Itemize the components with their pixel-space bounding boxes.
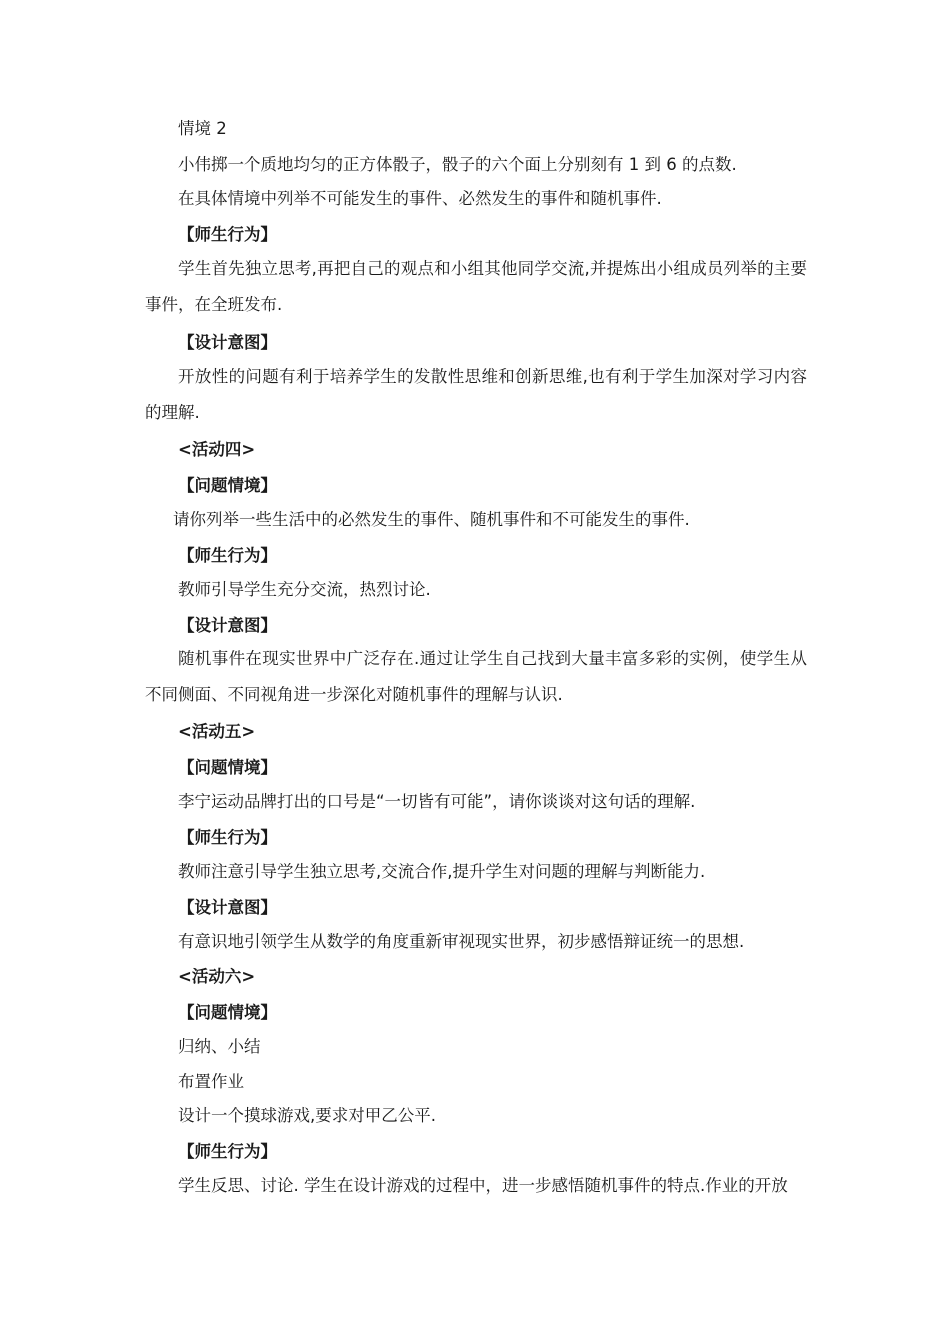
activity-heading: <活动四> <box>178 440 256 459</box>
paragraph: 设计一个摸球游戏,要求对甲乙公平. <box>178 1106 436 1125</box>
section-heading-design-intent: 【设计意图】 <box>178 616 277 635</box>
activity-heading: <活动六> <box>178 967 256 986</box>
section-heading-design-intent: 【设计意图】 <box>178 898 277 917</box>
scenario-heading: 情境 2 <box>178 119 227 138</box>
section-heading-design-intent: 【设计意图】 <box>178 333 277 352</box>
paragraph: 小伟掷一个质地均匀的正方体骰子，骰子的六个面上分别刻有 1 到 6 的点数. <box>178 155 737 174</box>
paragraph: 李宁运动品牌打出的口号是“一切皆有可能”，请你谈谈对这句话的理解. <box>178 792 696 811</box>
activity-heading: <活动五> <box>178 722 256 741</box>
paragraph: 有意识地引领学生从数学的角度重新审视现实世界，初步感悟辩证统一的思想. <box>178 932 745 951</box>
paragraph: 布置作业 <box>178 1072 244 1091</box>
section-heading-teacher-student: 【师生行为】 <box>178 546 277 565</box>
paragraph: 请你列举一些生活中的必然发生的事件、随机事件和不可能发生的事件. <box>173 510 690 529</box>
section-heading-problem: 【问题情境】 <box>178 1003 277 1022</box>
paragraph: 归纳、小结 <box>178 1037 261 1056</box>
paragraph: 学生反思、讨论. 学生在设计游戏的过程中，进一步感悟随机事件的特点.作业的开放 <box>178 1176 788 1195</box>
section-heading-teacher-student: 【师生行为】 <box>178 828 277 847</box>
paragraph: 在具体情境中列举不可能发生的事件、必然发生的事件和随机事件. <box>178 189 662 208</box>
paragraph: 教师注意引导学生独立思考,交流合作,提升学生对问题的理解与判断能力. <box>178 862 706 881</box>
section-heading-problem: 【问题情境】 <box>178 476 277 495</box>
section-heading-teacher-student: 【师生行为】 <box>178 225 277 244</box>
section-heading-teacher-student: 【师生行为】 <box>178 1142 277 1161</box>
paragraph: 教师引导学生充分交流，热烈讨论. <box>178 580 431 599</box>
paragraph: 学生首先独立思考,再把自己的观点和小组其他同学交流,并提炼出小组成员列举的主要事件，在全班发布. <box>145 259 807 314</box>
paragraph: 随机事件在现实世界中广泛存在.通过让学生自己找到大量丰富多彩的实例，使学生从不同侧面、不同视角进一步深化对随机事件的理解与认识. <box>145 649 807 704</box>
paragraph: 开放性的问题有利于培养学生的发散性思维和创新思维,也有利于学生加深对学习内容的理解. <box>145 367 807 422</box>
section-heading-problem: 【问题情境】 <box>178 758 277 777</box>
